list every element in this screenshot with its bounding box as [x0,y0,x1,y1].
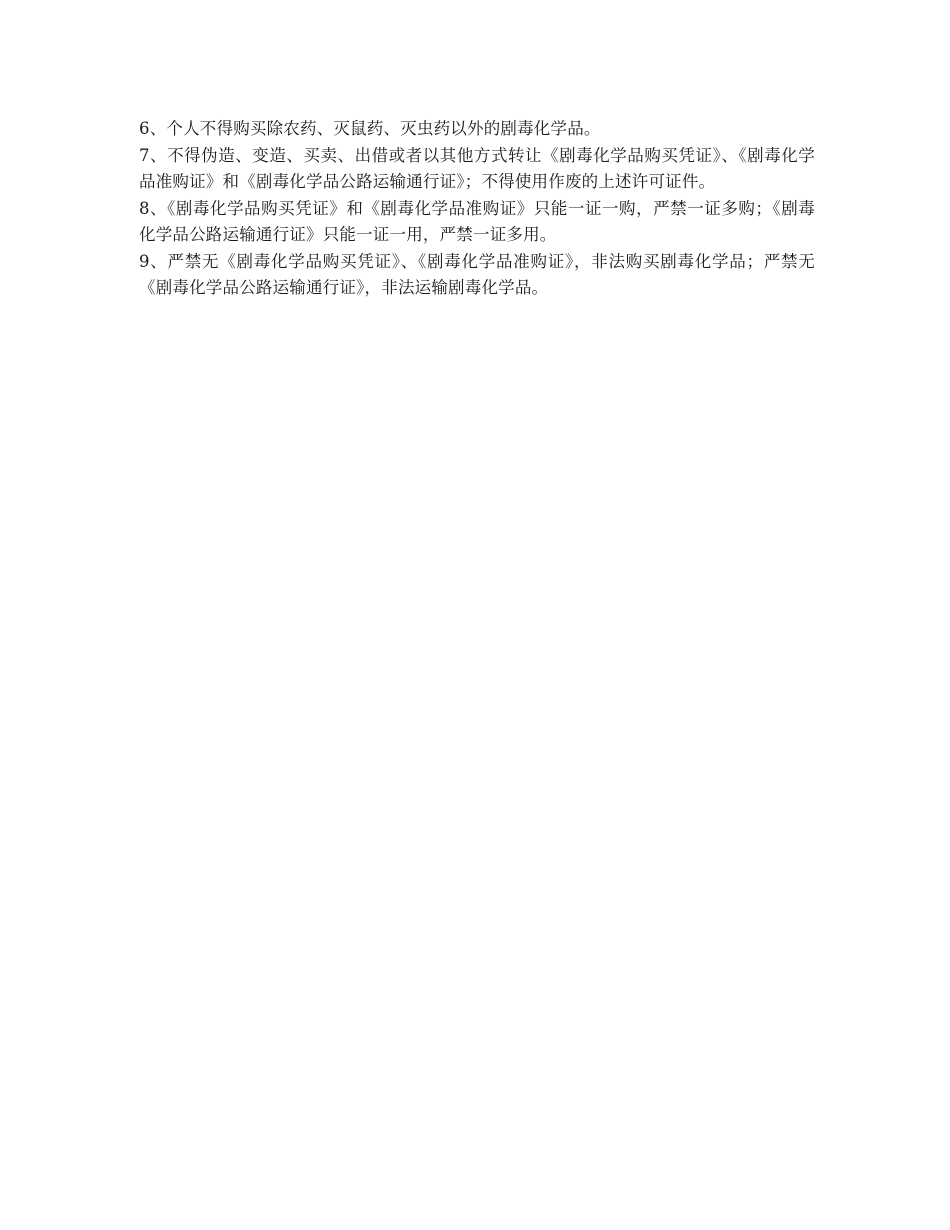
paragraph-item-9: 9、严禁无《剧毒化学品购买凭证》、《剧毒化学品准购证》，非法购买剧毒化学品；严禁无《剧毒化学品公路运输通行证》，非法运输剧毒化学品。 [139,251,815,297]
paragraph-item-6: 6、个人不得购买除农药、灭鼠药、灭虫药以外的剧毒化学品。 [139,119,601,138]
document-body [139,116,815,302]
paragraph-item-8: 8、《剧毒化学品购买凭证》和《剧毒化学品准购证》只能一证一购，严禁一证多购；《剧毒化学品公路运输通行证》只能一证一用，严禁一证多用。 [139,198,815,244]
paragraph-item-7: 7、不得伪造、变造、买卖、出借或者以其他方式转让《剧毒化学品购买凭证》、《剧毒化学品准购证》和《剧毒化学品公路运输通行证》；不得使用作废的上述许可证件。 [139,145,815,191]
